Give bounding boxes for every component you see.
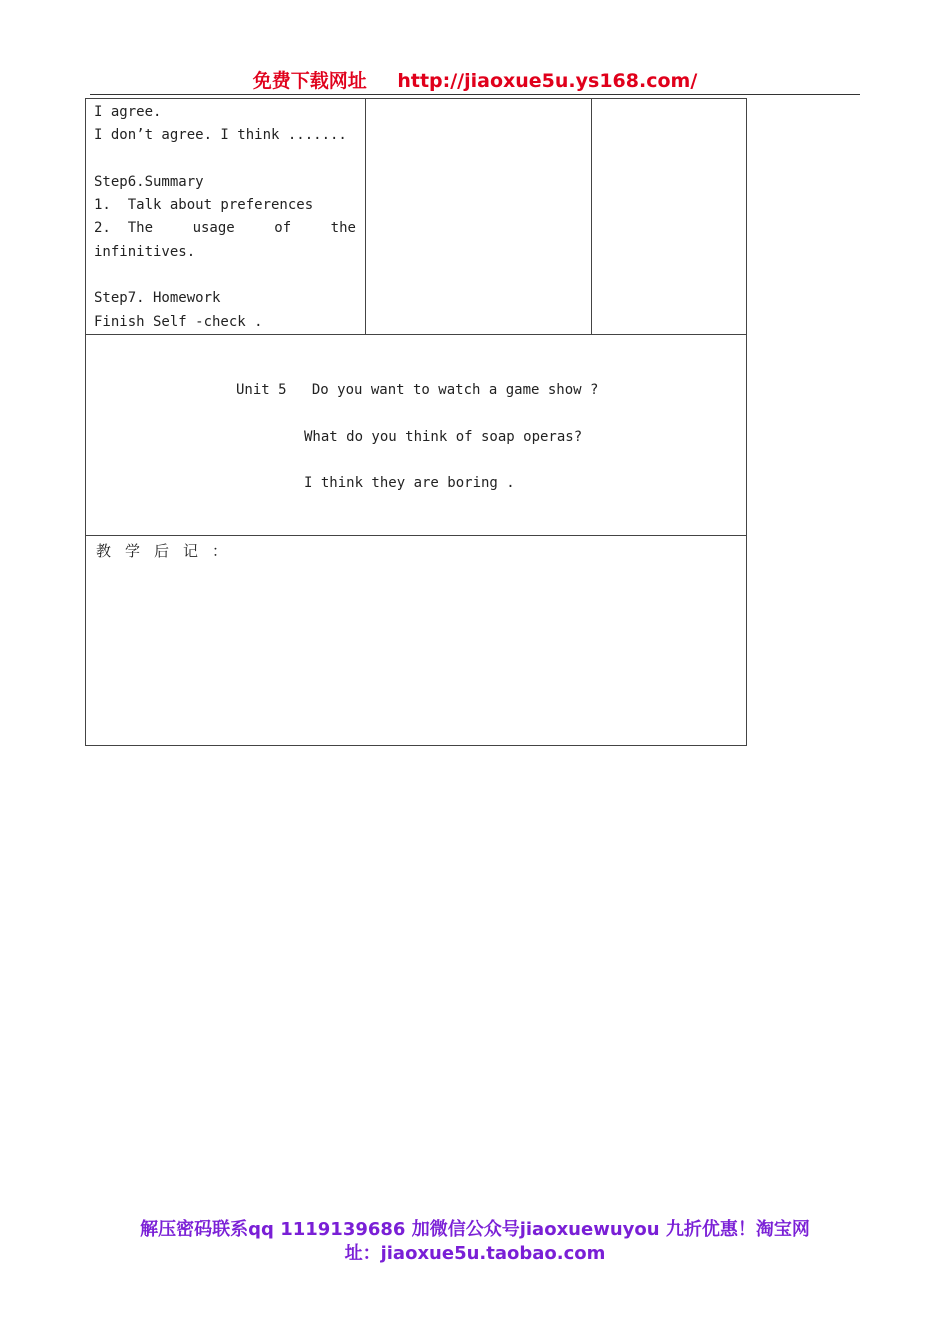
word: 2. The: [94, 220, 154, 237]
text-line: 1. Talk about preferences: [94, 197, 314, 214]
text-line: [94, 148, 357, 171]
footer-line-1: 解压密码联系qq 1119139686 加微信公众号jiaoxuewuyou 九折优惠！淘宝网: [140, 1219, 810, 1240]
text-line: infinitives.: [94, 243, 196, 260]
empty-cell: [592, 99, 747, 335]
word: of: [274, 220, 292, 237]
blackboard-content: [86, 335, 746, 535]
text-line: [94, 264, 357, 287]
question-line: What do you think of soap operas?: [304, 428, 583, 445]
word: the: [330, 220, 356, 237]
table-row: [86, 334, 747, 535]
header-label: 免费下载网址: [252, 70, 367, 92]
empty-cell: [366, 99, 592, 335]
contact-footer: [0, 1218, 950, 1266]
word: usage: [192, 220, 235, 237]
lesson-table: [85, 98, 747, 746]
table-row: [86, 99, 747, 335]
text-line-justified: [94, 217, 356, 240]
text-line: I agree.: [94, 104, 162, 120]
footer-line-2[interactable]: 址：jiaoxue5u.taobao.com: [344, 1243, 606, 1264]
text-line: I don’t agree. I think .......: [94, 127, 347, 144]
table-row: [86, 535, 747, 745]
answer-line: I think they are boring .: [304, 474, 515, 491]
header-divider: [90, 94, 860, 95]
lesson-steps-cell: [86, 99, 366, 335]
teaching-notes-label: 教学后记：: [96, 541, 242, 560]
download-header: [0, 66, 950, 96]
text-line: Finish Self -check .: [94, 313, 263, 330]
teaching-notes-cell: [86, 535, 747, 745]
header-url-link[interactable]: http://jiaoxue5u.ys168.com/: [397, 70, 698, 92]
text-line: Step6.Summary: [94, 173, 204, 190]
text-line: Step7. Homework: [94, 290, 221, 307]
unit-title-line: Unit 5 Do you want to watch a game show ?: [236, 381, 599, 398]
blackboard-design-cell: [86, 334, 747, 535]
